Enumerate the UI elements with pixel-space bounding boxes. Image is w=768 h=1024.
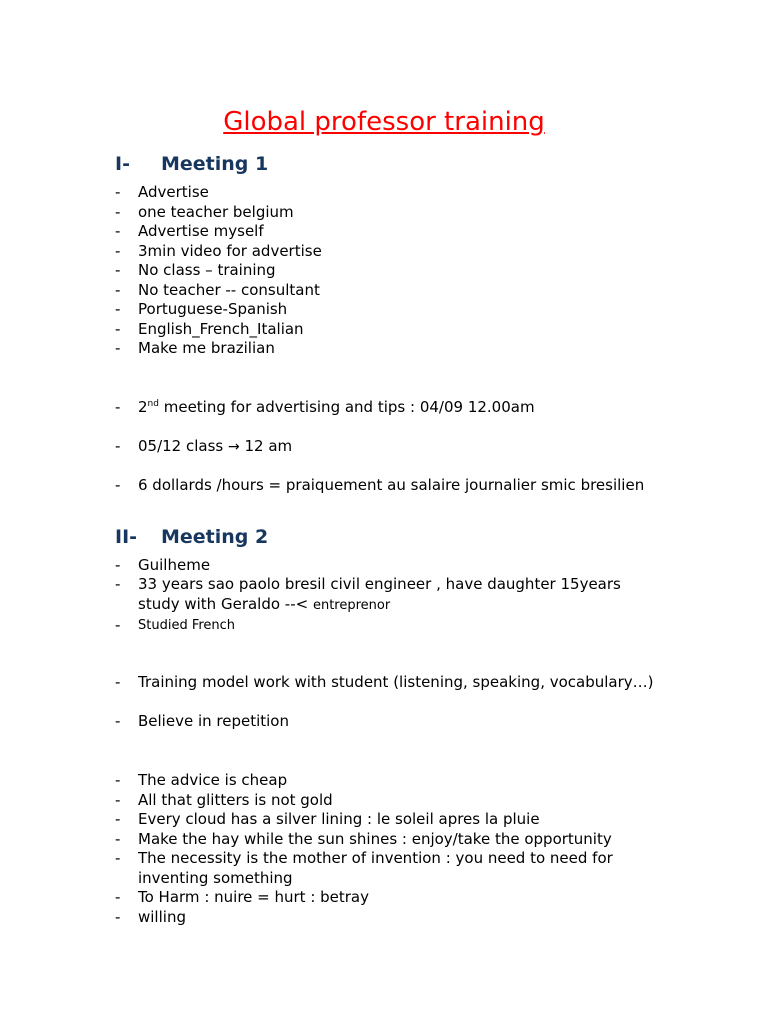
document-title: Global professor training: [223, 107, 545, 137]
section-1-heading: [115, 151, 268, 177]
section-2-title: Meeting 2: [161, 526, 269, 548]
section-1-number: I-: [115, 153, 130, 175]
arrow-right-icon: →: [228, 439, 240, 455]
section-2-heading: [115, 524, 268, 550]
section-2-number: II-: [115, 526, 138, 548]
section-1-title: Meeting 1: [161, 153, 269, 175]
